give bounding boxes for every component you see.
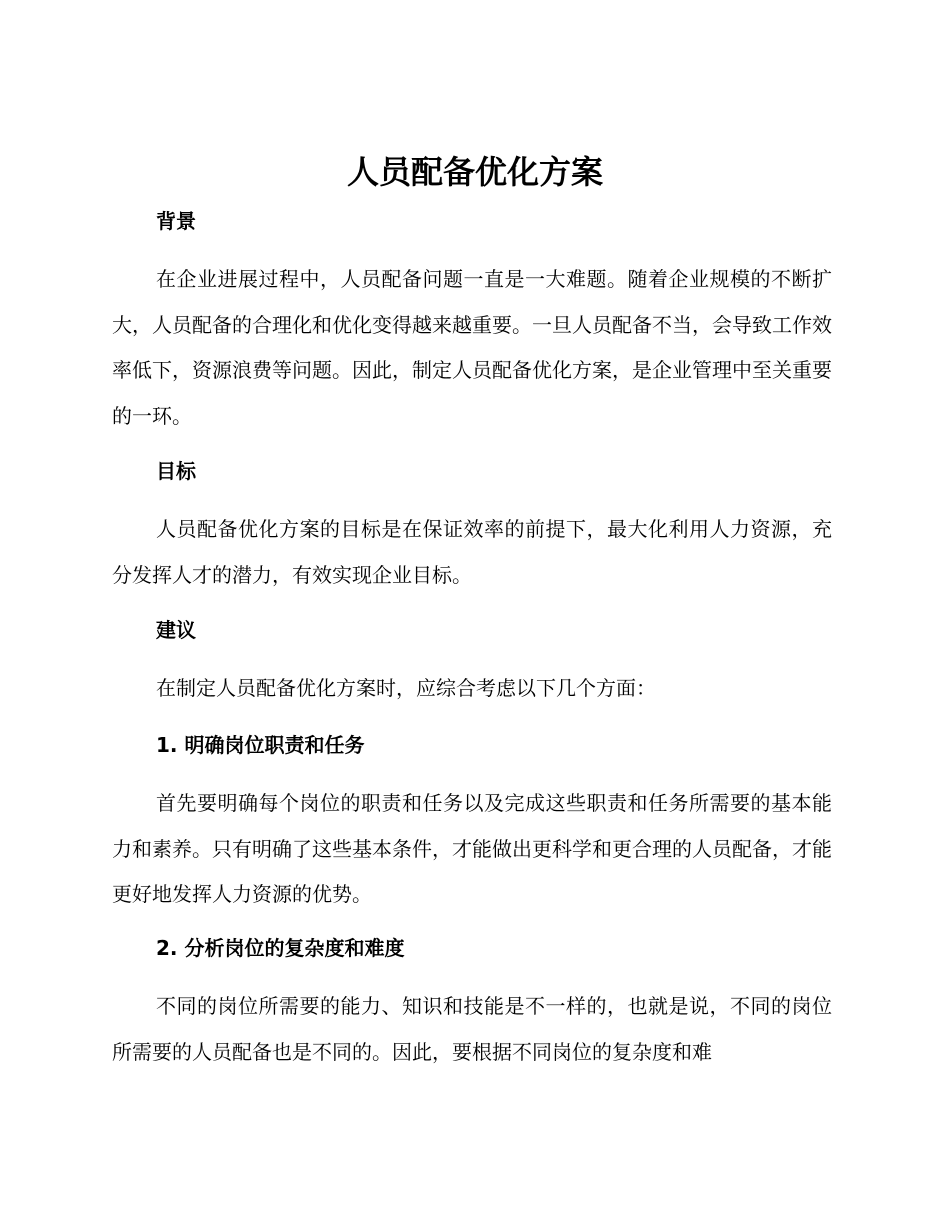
section-heading-background: 背景 — [156, 209, 196, 233]
section-heading-job-duties: 1. 明确岗位职责和任务 — [156, 733, 365, 757]
page-title: 人员配备优化方案 — [346, 153, 603, 191]
section-heading-suggestions: 建议 — [156, 618, 196, 642]
section-paragraph-suggestions: 在制定人员配备优化方案时，应综合考虑以下几个方面： — [156, 676, 656, 700]
section-paragraph-goal: 人员配备优化方案的目标是在保证效率的前提下，最大化利用人力资源，充分发挥人才的潜力，有效实现企业目标。 — [112, 517, 832, 587]
section-heading-goal: 目标 — [156, 459, 196, 483]
section-paragraph-background: 在企业进展过程中，人员配备问题一直是一大难题。随着企业规模的不断扩大，人员配备的合理化和优化变得越来越重要。一旦人员配备不当，会导致工作效率低下，资源浪费等问题。因此，制定人员配备优化方案，是企业管理中至关重要的一环。 — [112, 267, 832, 428]
section-paragraph-job-duties: 首先要明确每个岗位的职责和任务以及完成这些职责和任务所需要的基本能力和素养。只有明确了这些基本条件，才能做出更科学和更合理的人员配备，才能更好地发挥人力资源的优势。 — [112, 791, 832, 907]
section-heading-job-complexity: 2. 分析岗位的复杂度和难度 — [156, 936, 405, 960]
section-paragraph-job-complexity: 不同的岗位所需要的能力、知识和技能是不一样的，也就是说，不同的岗位所需要的人员配备也是不同的。因此，要根据不同岗位的复杂度和难 — [112, 994, 832, 1064]
